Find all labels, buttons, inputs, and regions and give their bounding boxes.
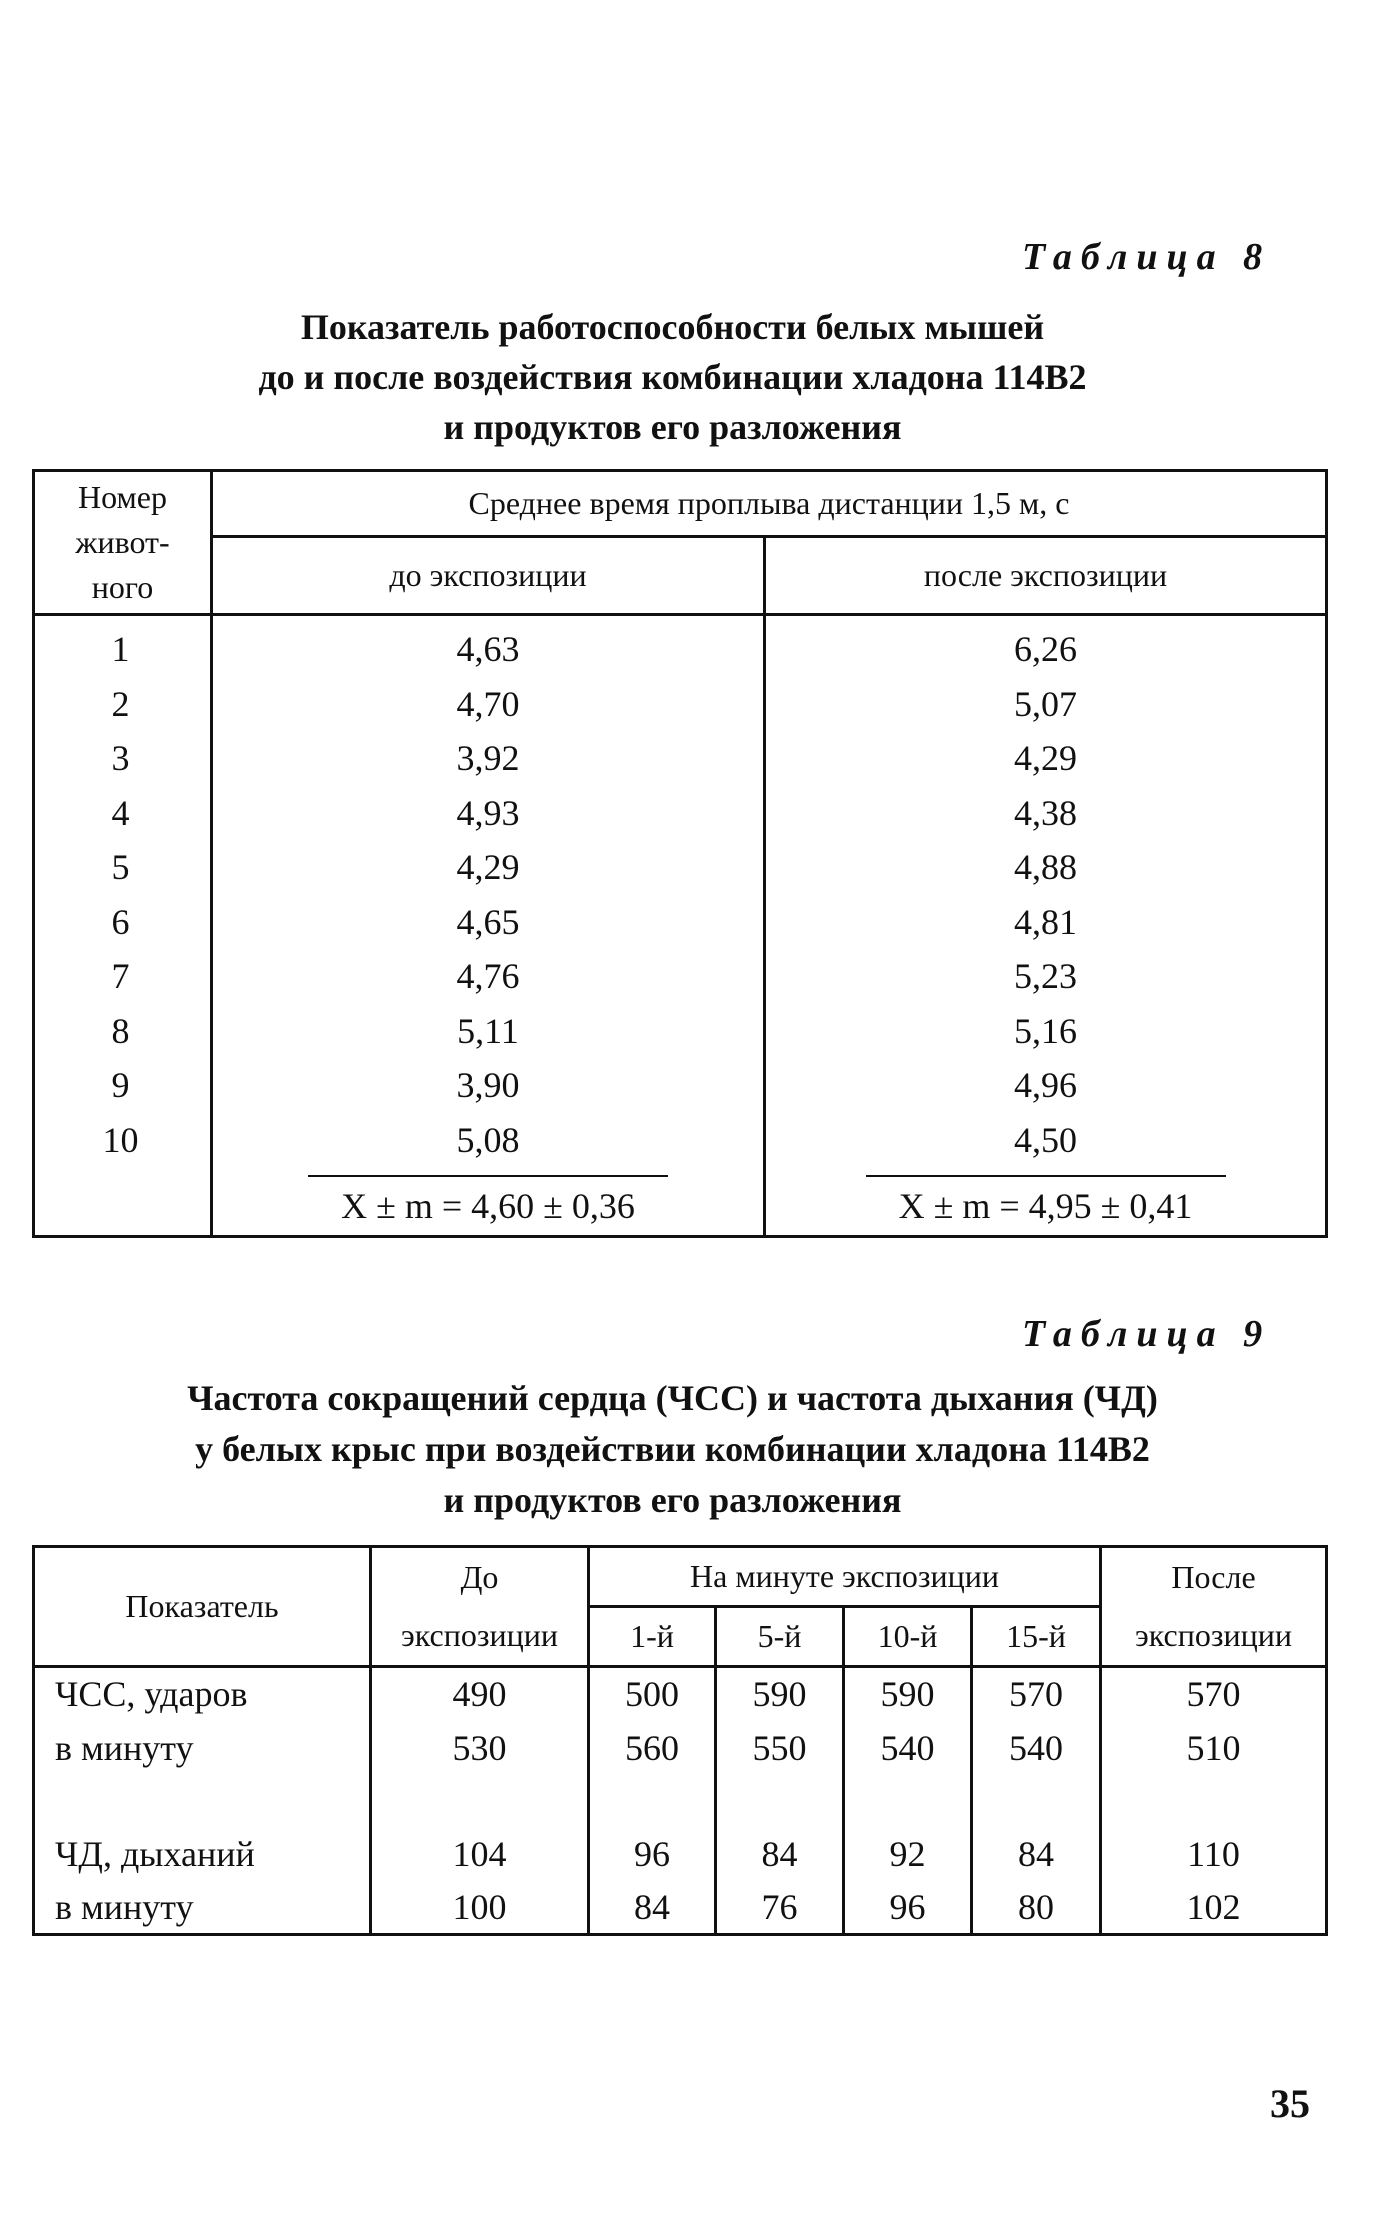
table-row bbox=[34, 1058, 1327, 1113]
animal-number: 1 bbox=[111, 629, 130, 670]
animal-number: 3 bbox=[111, 738, 130, 779]
value-before: 530 bbox=[371, 1721, 589, 1775]
mean-before bbox=[212, 1167, 765, 1237]
spacer-cell bbox=[371, 1775, 589, 1827]
empty-cell bbox=[34, 1167, 212, 1237]
mean-after-text: X ± m = 4,95 ± 0,41 bbox=[866, 1175, 1226, 1227]
table8-title-line: Показатель работоспособности белых мышей bbox=[300, 307, 1045, 347]
value-before: 104 bbox=[371, 1827, 589, 1881]
table8-caption: Таблица 8 bbox=[1022, 236, 1272, 278]
table-row bbox=[34, 895, 1327, 950]
value-after: 510 bbox=[1101, 1721, 1327, 1775]
value-after: 4,96 bbox=[765, 1058, 1327, 1113]
table8-mean-row bbox=[34, 1167, 1327, 1237]
value-minute-1: 500 bbox=[589, 1667, 716, 1721]
value-minute-1: 84 bbox=[589, 1881, 716, 1935]
value-minute-10: 96 bbox=[844, 1881, 972, 1935]
table9-header-after-line1: После bbox=[1101, 1547, 1327, 1607]
value-minute-5: 590 bbox=[716, 1667, 844, 1721]
value-after: 4,38 bbox=[765, 786, 1327, 841]
value-minute-15: 84 bbox=[972, 1827, 1101, 1881]
value-before: 4,29 bbox=[212, 840, 765, 895]
spacer-cell bbox=[34, 1775, 371, 1827]
value-before: 4,63 bbox=[212, 615, 765, 677]
value-minute-5: 76 bbox=[716, 1881, 844, 1935]
animal-number: 4 bbox=[111, 792, 130, 833]
page-number: 35 bbox=[1270, 2081, 1310, 2126]
table9-title-line: и продуктов его разложения bbox=[443, 1480, 902, 1520]
value-after: 4,81 bbox=[765, 895, 1327, 950]
table9-header-during: На минуте экспозиции bbox=[589, 1547, 1101, 1607]
table-row bbox=[34, 786, 1327, 841]
animal-number: 8 bbox=[111, 1010, 130, 1051]
value-minute-5: 550 bbox=[716, 1721, 844, 1775]
value-minute-10: 590 bbox=[844, 1667, 972, 1721]
value-after: 5,07 bbox=[765, 677, 1327, 732]
table9-header-minute-5: 5-й bbox=[716, 1607, 844, 1667]
value-before: 4,76 bbox=[212, 949, 765, 1004]
mean-after bbox=[765, 1167, 1327, 1237]
animal-number: 6 bbox=[111, 901, 130, 942]
table8-header-animal bbox=[34, 471, 212, 615]
value-before: 4,93 bbox=[212, 786, 765, 841]
table9-caption: Таблица 9 bbox=[1022, 1313, 1272, 1355]
table9-header-minute-1: 1-й bbox=[589, 1607, 716, 1667]
table9-title-line: Частота сокращений сердца (ЧСС) и частота дыхания (ЧД) bbox=[187, 1378, 1158, 1418]
table8-header-animal-line: ного bbox=[91, 569, 154, 605]
value-before: 100 bbox=[371, 1881, 589, 1935]
value-minute-15: 80 bbox=[972, 1881, 1101, 1935]
table-row bbox=[34, 731, 1327, 786]
table8-header-group: Среднее время проплыва дистанции 1,5 м, с bbox=[212, 471, 1327, 537]
value-after: 6,26 bbox=[765, 615, 1327, 677]
table8-header-after: после экспозиции bbox=[765, 537, 1327, 615]
animal-number: 9 bbox=[111, 1065, 130, 1106]
table8-header-animal-line: Номер bbox=[78, 479, 167, 515]
value-after: 5,23 bbox=[765, 949, 1327, 1004]
table8-header-before: до экспозиции bbox=[212, 537, 765, 615]
spacer-row bbox=[34, 1775, 1327, 1827]
value-minute-15: 540 bbox=[972, 1721, 1101, 1775]
table-row bbox=[34, 677, 1327, 732]
value-before: 4,65 bbox=[212, 895, 765, 950]
table8-header-animal-line: живот- bbox=[75, 524, 170, 560]
row-label: ЧД, дыханий bbox=[55, 1833, 255, 1874]
value-before: 5,08 bbox=[212, 1113, 765, 1168]
mean-before-text: X ± m = 4,60 ± 0,36 bbox=[308, 1175, 668, 1227]
table-row bbox=[34, 1827, 1327, 1881]
table-row bbox=[34, 615, 1327, 677]
animal-number: 2 bbox=[111, 683, 130, 724]
row-label: в минуту bbox=[55, 1886, 194, 1927]
table-row bbox=[34, 1721, 1327, 1775]
value-before: 490 bbox=[371, 1667, 589, 1721]
value-after: 110 bbox=[1101, 1827, 1327, 1881]
table8 bbox=[32, 469, 1328, 1238]
table8-title bbox=[0, 302, 1345, 452]
value-before: 3,92 bbox=[212, 731, 765, 786]
value-before: 5,11 bbox=[212, 1004, 765, 1059]
value-after: 4,29 bbox=[765, 731, 1327, 786]
spacer-cell bbox=[972, 1775, 1101, 1827]
table-row bbox=[34, 840, 1327, 895]
value-before: 4,70 bbox=[212, 677, 765, 732]
table8-title-line: до и после воздействия комбинации хладона 114В2 bbox=[258, 357, 1087, 397]
table9-header-before-line1: До bbox=[371, 1547, 589, 1607]
animal-number: 7 bbox=[111, 956, 130, 997]
table9-header-after-line2: экспозиции bbox=[1101, 1607, 1327, 1667]
value-after: 4,50 bbox=[765, 1113, 1327, 1168]
value-minute-15: 570 bbox=[972, 1667, 1101, 1721]
table-row bbox=[34, 1881, 1327, 1935]
value-after: 102 bbox=[1101, 1881, 1327, 1935]
value-minute-10: 92 bbox=[844, 1827, 972, 1881]
table8-title-line: и продуктов его разложения bbox=[443, 407, 902, 447]
value-minute-10: 540 bbox=[844, 1721, 972, 1775]
spacer-cell bbox=[1101, 1775, 1327, 1827]
table9-header-before-line2: экспозиции bbox=[371, 1607, 589, 1667]
table9-header-indicator: Показатель bbox=[34, 1547, 371, 1667]
table9 bbox=[32, 1545, 1328, 1936]
row-label: ЧСС, ударов bbox=[55, 1674, 248, 1715]
value-after: 5,16 bbox=[765, 1004, 1327, 1059]
spacer-cell bbox=[589, 1775, 716, 1827]
value-minute-1: 96 bbox=[589, 1827, 716, 1881]
spacer-cell bbox=[716, 1775, 844, 1827]
value-after: 570 bbox=[1101, 1667, 1327, 1721]
spacer-cell bbox=[844, 1775, 972, 1827]
value-minute-5: 84 bbox=[716, 1827, 844, 1881]
animal-number: 5 bbox=[111, 847, 130, 888]
value-after: 4,88 bbox=[765, 840, 1327, 895]
table9-header-minute-10: 10-й bbox=[844, 1607, 972, 1667]
table-row bbox=[34, 949, 1327, 1004]
table-row bbox=[34, 1004, 1327, 1059]
table9-title bbox=[0, 1373, 1345, 1526]
table9-title-line: у белых крыс при воздействии комбинации хладона 114В2 bbox=[195, 1429, 1150, 1469]
value-before: 3,90 bbox=[212, 1058, 765, 1113]
value-minute-1: 560 bbox=[589, 1721, 716, 1775]
table9-header-minute-15: 15-й bbox=[972, 1607, 1101, 1667]
table-row bbox=[34, 1667, 1327, 1721]
row-label: в минуту bbox=[55, 1727, 194, 1768]
animal-number: 10 bbox=[102, 1119, 139, 1160]
table-row bbox=[34, 1113, 1327, 1168]
